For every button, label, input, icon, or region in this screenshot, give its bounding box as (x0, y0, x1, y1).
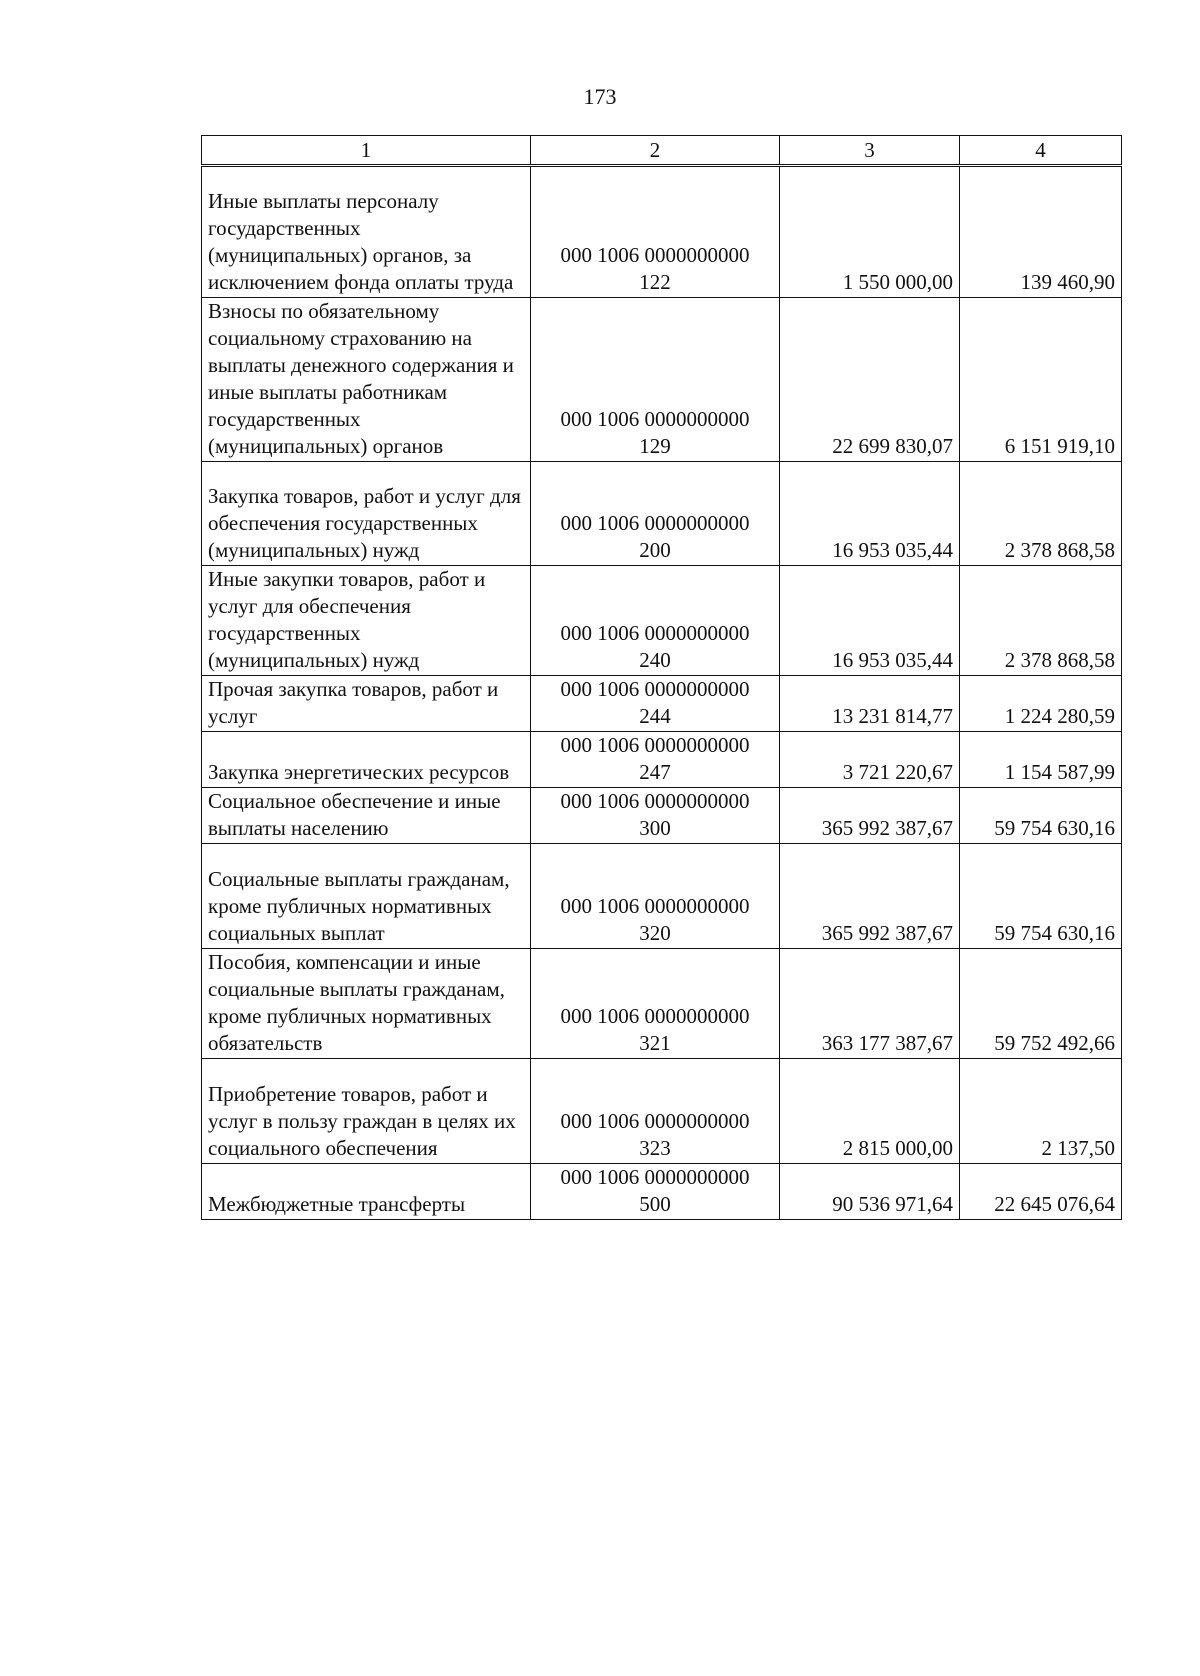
code-line-1: 000 1006 0000000000 (560, 621, 750, 645)
row-col3: 363 177 387,67 (780, 949, 960, 1059)
budget-table (201, 135, 1122, 1220)
table-row (202, 462, 1122, 566)
row-col3: 1 550 000,00 (780, 166, 960, 298)
table-row (202, 298, 1122, 462)
row-name: Социальное обеспечение и иные выплаты населению (202, 788, 531, 844)
code-line-1: 000 1006 0000000000 (560, 407, 750, 431)
code-line-1: 000 1006 0000000000 (560, 789, 750, 813)
row-code (531, 1164, 780, 1220)
row-name: Приобретение товаров, работ и услуг в пользу граждан в целях их социального обеспечения (202, 1059, 531, 1164)
row-col4: 59 754 630,16 (960, 844, 1122, 949)
row-col4: 6 151 919,10 (960, 298, 1122, 462)
row-code (531, 844, 780, 949)
code-line-2: 200 (639, 538, 671, 562)
code-line-2: 320 (639, 921, 671, 945)
table-row (202, 732, 1122, 788)
row-name: Социальные выплаты гражданам, кроме публичных нормативных социальных выплат (202, 844, 531, 949)
code-line-1: 000 1006 0000000000 (560, 894, 750, 918)
row-code (531, 788, 780, 844)
row-name: Закупка товаров, работ и услуг для обеспечения государственных (муниципальных) нужд (202, 462, 531, 566)
code-line-2: 323 (639, 1136, 671, 1160)
code-line-1: 000 1006 0000000000 (560, 1004, 750, 1028)
row-name: Межбюджетные трансферты (202, 1164, 531, 1220)
row-col3: 365 992 387,67 (780, 844, 960, 949)
row-col4: 1 224 280,59 (960, 676, 1122, 732)
row-code (531, 166, 780, 298)
code-line-1: 000 1006 0000000000 (560, 733, 750, 757)
row-col4: 2 378 868,58 (960, 566, 1122, 676)
row-col4: 1 154 587,99 (960, 732, 1122, 788)
row-code (531, 732, 780, 788)
code-line-2: 247 (639, 760, 671, 784)
row-col4: 2 378 868,58 (960, 462, 1122, 566)
code-line-2: 129 (639, 434, 671, 458)
table-row (202, 676, 1122, 732)
row-name: Пособия, компенсации и иные социальные выплаты гражданам, кроме публичных нормативных обязательств (202, 949, 531, 1059)
code-line-1: 000 1006 0000000000 (560, 677, 750, 701)
row-code (531, 676, 780, 732)
row-name: Закупка энергетических ресурсов (202, 732, 531, 788)
row-code (531, 298, 780, 462)
row-name: Взносы по обязательному социальному страхованию на выплаты денежного содержания и иные выплаты работникам государственных (муниципальных) органов (202, 298, 531, 462)
table-row (202, 844, 1122, 949)
row-col3: 2 815 000,00 (780, 1059, 960, 1164)
column-header: 2 (531, 136, 780, 166)
code-line-1: 000 1006 0000000000 (560, 1165, 750, 1189)
code-line-2: 244 (639, 704, 671, 728)
row-code (531, 462, 780, 566)
code-line-1: 000 1006 0000000000 (560, 243, 750, 267)
code-line-1: 000 1006 0000000000 (560, 1109, 750, 1133)
row-name: Иные закупки товаров, работ и услуг для обеспечения государственных (муниципальных) нужд (202, 566, 531, 676)
row-code (531, 566, 780, 676)
table-row (202, 566, 1122, 676)
table-row (202, 166, 1122, 298)
row-code (531, 1059, 780, 1164)
column-header: 4 (960, 136, 1122, 166)
code-line-2: 321 (639, 1031, 671, 1055)
row-col4: 59 754 630,16 (960, 788, 1122, 844)
page-number: 173 (583, 84, 617, 109)
row-col4: 59 752 492,66 (960, 949, 1122, 1059)
code-line-2: 240 (639, 648, 671, 672)
column-header: 1 (202, 136, 531, 166)
row-col3: 90 536 971,64 (780, 1164, 960, 1220)
code-line-2: 122 (639, 270, 671, 294)
table-row (202, 1164, 1122, 1220)
code-line-2: 500 (639, 1192, 671, 1216)
row-col4: 2 137,50 (960, 1059, 1122, 1164)
table-row (202, 949, 1122, 1059)
row-name: Прочая закупка товаров, работ и услуг (202, 676, 531, 732)
row-col3: 16 953 035,44 (780, 566, 960, 676)
row-col3: 13 231 814,77 (780, 676, 960, 732)
table-row (202, 1059, 1122, 1164)
row-col3: 16 953 035,44 (780, 462, 960, 566)
code-line-1: 000 1006 0000000000 (560, 511, 750, 535)
row-code (531, 949, 780, 1059)
row-col4: 139 460,90 (960, 166, 1122, 298)
row-col4: 22 645 076,64 (960, 1164, 1122, 1220)
row-col3: 22 699 830,07 (780, 298, 960, 462)
code-line-2: 300 (639, 816, 671, 840)
table-header-row (202, 136, 1122, 166)
column-header: 3 (780, 136, 960, 166)
row-name: Иные выплаты персоналу государственных (муниципальных) органов, за исключением фонда оплаты труда (202, 166, 531, 298)
row-col3: 3 721 220,67 (780, 732, 960, 788)
row-col3: 365 992 387,67 (780, 788, 960, 844)
table-row (202, 788, 1122, 844)
